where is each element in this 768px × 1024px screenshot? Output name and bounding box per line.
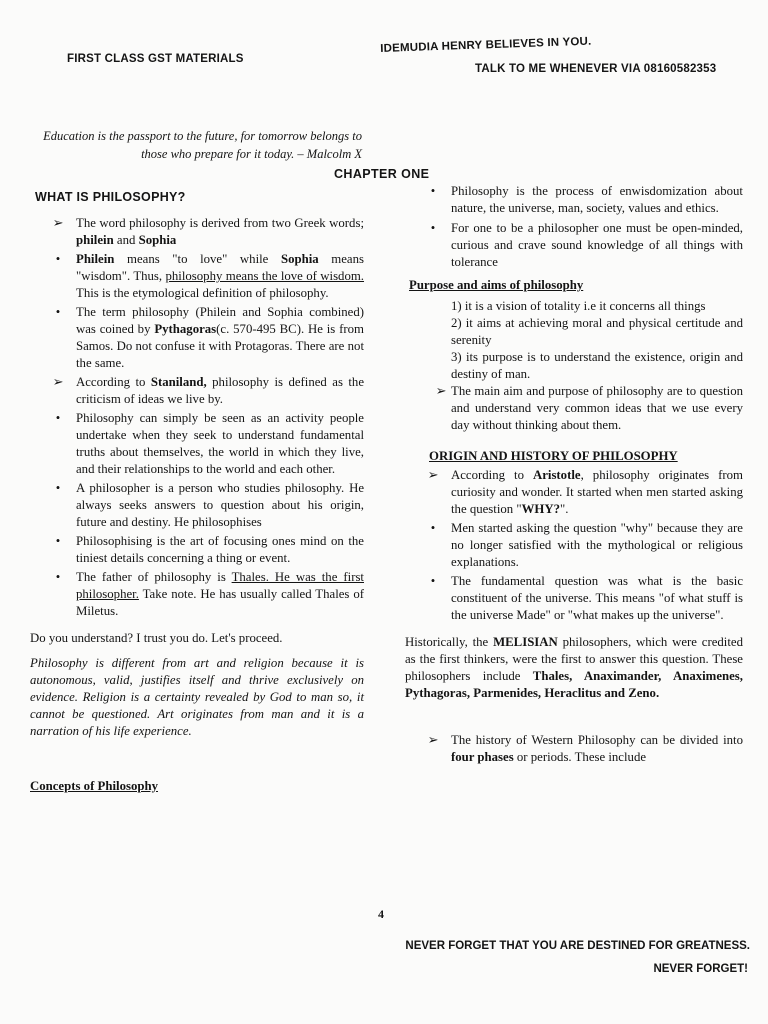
bullet-icon: • bbox=[430, 521, 436, 535]
left-column bbox=[30, 189, 364, 795]
list-item: • A philosopher is a person who studies philosophy. He always seeks answers to question about his origin, future and destiny. He philosophises bbox=[30, 480, 364, 531]
header-right-line2: TALK TO ME WHENEVER VIA 08160582353 bbox=[475, 63, 717, 75]
list-item: ➢ According to Aristotle, philosophy originates from curiosity and wonder. It started when men started asking the question "WHY?". bbox=[405, 467, 743, 518]
chapter-heading: CHAPTER ONE bbox=[334, 167, 430, 181]
purpose-item-1: 1) it is a vision of totality i.e it concerns all things bbox=[451, 299, 706, 313]
arrow-bullet-icon: ➢ bbox=[435, 384, 447, 398]
melisian-paragraph: Historically, the MELISIAN philosophers, which were credited as the first thinkers, were the first to answer this question. These philosophers include Thales, Anaximander, Anaximenes, Pythagoras, Parmenides, Heraclitus and Zeno. bbox=[405, 635, 743, 700]
list-item: ➢ The history of Western Philosophy can be divided into four phases or periods. These include bbox=[405, 732, 743, 766]
list-item: • Philosophy can simply be seen as an activity people undertake when they seek to understand fundamental truths about themselves, the world in which they live, and their relationships to the world and each other. bbox=[30, 410, 364, 478]
understand-line: Do you understand? I trust you do. Let's proceed. bbox=[30, 631, 283, 645]
list-item: • The fundamental question was what is the basic constituent of the universe. This means "of what stuff is the universe Made" or "what makes up the universe". bbox=[405, 573, 743, 624]
header-right-line1: IDEMUDIA HENRY BELIEVES IN YOU. bbox=[380, 35, 592, 55]
right-column bbox=[405, 183, 743, 766]
bullet-icon: • bbox=[430, 221, 436, 235]
list-item: • The father of philosophy is Thales. He was the first philosopher. Take note. He has usually called Thales of Miletus. bbox=[30, 569, 364, 620]
list-item: • For one to be a philosopher one must be open-minded, curious and crave sound knowledge of all things with tolerance bbox=[405, 220, 743, 271]
purpose-item-3: 3) its purpose is to understand the existence, origin and destiny of man. bbox=[451, 350, 743, 381]
list-item: • Philein means "to love" while Sophia means "wisdom". Thus, philosophy means the love of wisdom. This is the etymological definition of philosophy. bbox=[30, 251, 364, 302]
list-item: • Philosophising is the art of focusing ones mind on the tiniest details concerning a thing or event. bbox=[30, 533, 364, 567]
origin-history-heading: ORIGIN AND HISTORY OF PHILOSOPHY bbox=[429, 449, 678, 463]
list-item: • Men started asking the question "why" because they are no longer satisfied with the mythological or religious explanations. bbox=[405, 520, 743, 571]
bullet-icon: • bbox=[430, 574, 436, 588]
list-item: ➢ According to Staniland, philosophy is defined as the criticism of ideas we live by. bbox=[30, 374, 364, 408]
list-item: ➢ The word philosophy is derived from two Greek words; philein and Sophia bbox=[30, 215, 364, 249]
epigraph-quote: Education is the passport to the future, for tomorrow belongs to those who prepare for it today. – Malcolm X bbox=[43, 129, 362, 161]
footer-line2: NEVER FORGET! bbox=[653, 963, 748, 975]
page-number: 4 bbox=[378, 907, 384, 921]
bullet-icon: • bbox=[55, 570, 61, 584]
bullet-icon: • bbox=[55, 305, 61, 319]
arrow-bullet-icon: ➢ bbox=[427, 468, 439, 482]
arrow-bullet-icon: ➢ bbox=[52, 375, 64, 389]
section-title-what-is-philosophy: WHAT IS PHILOSOPHY? bbox=[35, 190, 186, 204]
arrow-bullet-icon: ➢ bbox=[427, 733, 439, 747]
purpose-item-2: 2) it aims at achieving moral and physical certitude and serenity bbox=[451, 316, 743, 347]
bullet-icon: • bbox=[55, 411, 61, 425]
bullet-icon: • bbox=[55, 481, 61, 495]
header-left: FIRST CLASS GST MATERIALS bbox=[67, 53, 244, 65]
purpose-heading: Purpose and aims of philosophy bbox=[409, 278, 584, 292]
concepts-heading: Concepts of Philosophy bbox=[30, 779, 158, 793]
footer-line1: NEVER FORGET THAT YOU ARE DESTINED FOR GREATNESS. bbox=[405, 940, 750, 952]
bullet-icon: • bbox=[430, 184, 436, 198]
list-item: ➢ The main aim and purpose of philosophy are to question and understand very common ideas that we use every day without thinking about them. bbox=[405, 383, 743, 434]
bullet-icon: • bbox=[55, 252, 61, 266]
list-item: • Philosophy is the process of enwisdomization about nature, the universe, man, society, values and ethics. bbox=[405, 183, 743, 217]
bullet-icon: • bbox=[55, 534, 61, 548]
list-item: • The term philosophy (Philein and Sophia combined) was coined by Pythagoras(c. 570-495 BC). He is from Samos. Do not confuse it with Protagoras. There are not the same. bbox=[30, 304, 364, 372]
philosophy-vs-religion-paragraph: Philosophy is different from art and religion because it is autonomous, valid, justifies itself and thrive exclusively on evidence. Religion is a certainty revealed by God to man so, it cannot be questioned. Art originates from man and it is a narration of his life experience. bbox=[30, 656, 364, 738]
arrow-bullet-icon: ➢ bbox=[52, 216, 64, 230]
